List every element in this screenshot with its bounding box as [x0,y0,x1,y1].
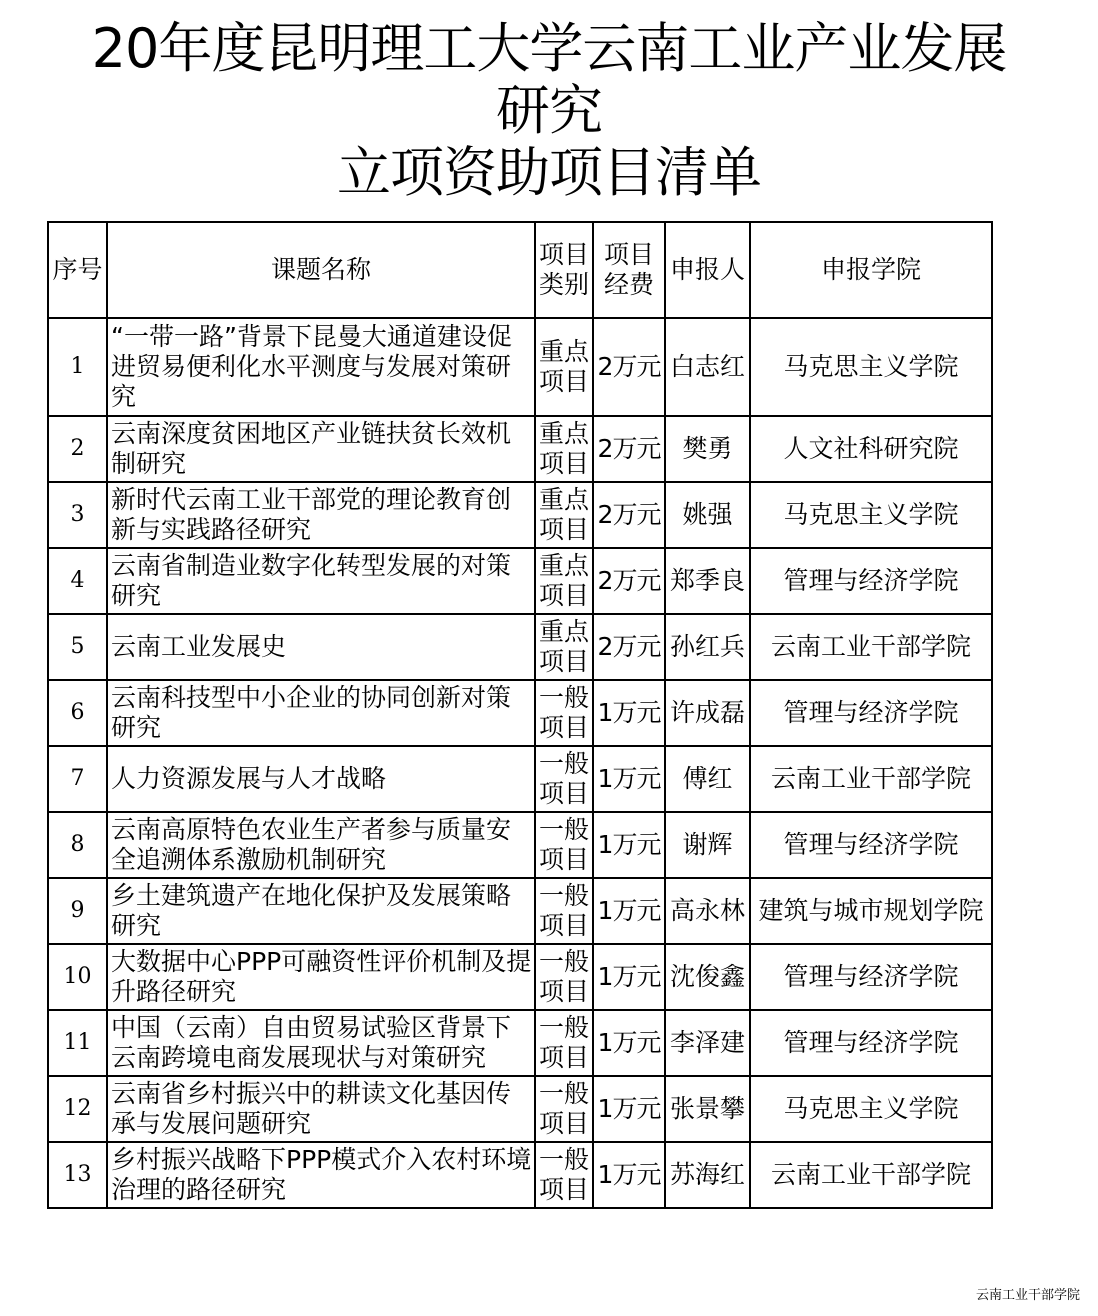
table-row [48,416,992,482]
college-cell: 管理与经济学院 [750,812,992,878]
applicant-cell: 许成磊 [665,680,750,746]
applicant-cell: 沈俊鑫 [665,944,750,1010]
row-number: 10 [48,944,107,1010]
college-cell: 管理与经济学院 [750,1010,992,1076]
funding-cell: 1万元 [593,746,665,812]
category-cell: 重点项目 [535,416,593,482]
category-cell: 一般项目 [535,878,593,944]
funding-cell: 1万元 [593,878,665,944]
row-number: 1 [48,318,107,416]
applicant-cell: 傅红 [665,746,750,812]
college-cell: 马克思主义学院 [750,482,992,548]
topic-cell: 云南工业发展史 [107,614,535,680]
college-cell: 建筑与城市规划学院 [750,878,992,944]
table-row [48,1142,992,1208]
row-number: 11 [48,1010,107,1076]
category-cell: 一般项目 [535,944,593,1010]
table-row [48,614,992,680]
college-cell: 云南工业干部学院 [750,746,992,812]
category-cell: 重点项目 [535,482,593,548]
column-header-category: 项目类别 [535,222,593,318]
applicant-cell: 郑季良 [665,548,750,614]
document-title [0,18,1098,204]
title-line-1: 20年度昆明理工大学云南工业产业发展 [91,17,1007,80]
funding-cell: 2万元 [593,614,665,680]
applicant-cell: 姚强 [665,482,750,548]
row-number: 3 [48,482,107,548]
topic-cell: 中国（云南）自由贸易试验区背景下云南跨境电商发展现状与对策研究 [107,1010,535,1076]
topic-cell: 人力资源发展与人才战略 [107,746,535,812]
funding-cell: 1万元 [593,680,665,746]
row-number: 8 [48,812,107,878]
funding-cell: 2万元 [593,318,665,416]
row-number: 7 [48,746,107,812]
category-cell: 一般项目 [535,1076,593,1142]
applicant-cell: 李泽建 [665,1010,750,1076]
topic-cell: 云南高原特色农业生产者参与质量安全追溯体系激励机制研究 [107,812,535,878]
category-cell: 重点项目 [535,548,593,614]
topic-cell: 新时代云南工业干部党的理论教育创新与实践路径研究 [107,482,535,548]
category-cell: 一般项目 [535,746,593,812]
column-header-index: 序号 [48,222,107,318]
row-number: 4 [48,548,107,614]
funding-cell: 1万元 [593,1076,665,1142]
funding-cell: 2万元 [593,482,665,548]
table-row [48,878,992,944]
table-row [48,482,992,548]
funding-cell: 1万元 [593,944,665,1010]
funding-cell: 1万元 [593,1142,665,1208]
college-cell: 马克思主义学院 [750,1076,992,1142]
topic-cell: 云南科技型中小企业的协同创新对策研究 [107,680,535,746]
applicant-cell: 樊勇 [665,416,750,482]
applicant-cell: 谢辉 [665,812,750,878]
table-row [48,548,992,614]
table-header-row [48,222,992,318]
topic-cell: “一带一路”背景下昆曼大通道建设促进贸易便利化水平测度与发展对策研究 [107,318,535,416]
college-cell: 管理与经济学院 [750,548,992,614]
college-cell: 管理与经济学院 [750,944,992,1010]
column-header-funding: 项目经费 [593,222,665,318]
column-header-applicant: 申报人 [665,222,750,318]
row-number: 2 [48,416,107,482]
funding-cell: 2万元 [593,548,665,614]
applicant-cell: 张景攀 [665,1076,750,1142]
college-cell: 人文社科研究院 [750,416,992,482]
category-cell: 一般项目 [535,1142,593,1208]
funding-cell: 1万元 [593,812,665,878]
row-number: 9 [48,878,107,944]
title-line-3: 立项资助项目清单 [337,141,761,204]
table-row [48,746,992,812]
table-row [48,318,992,416]
topic-cell: 大数据中心PPP可融资性评价机制及提升路径研究 [107,944,535,1010]
title-line-2: 研究 [496,79,602,142]
table-row [48,812,992,878]
funding-cell: 1万元 [593,1010,665,1076]
table-row [48,944,992,1010]
row-number: 5 [48,614,107,680]
college-cell: 管理与经济学院 [750,680,992,746]
topic-cell: 云南深度贫困地区产业链扶贫长效机制研究 [107,416,535,482]
applicant-cell: 孙红兵 [665,614,750,680]
college-cell: 云南工业干部学院 [750,614,992,680]
row-number: 6 [48,680,107,746]
college-cell: 马克思主义学院 [750,318,992,416]
applicant-cell: 白志红 [665,318,750,416]
category-cell: 一般项目 [535,680,593,746]
category-cell: 重点项目 [535,614,593,680]
footer-watermark: 云南工业干部学院 [975,1288,1080,1303]
column-header-college: 申报学院 [750,222,992,318]
topic-cell: 乡村振兴战略下PPP模式介入农村环境治理的路径研究 [107,1142,535,1208]
table-row [48,1076,992,1142]
topic-cell: 云南省乡村振兴中的耕读文化基因传承与发展问题研究 [107,1076,535,1142]
row-number: 13 [48,1142,107,1208]
project-table [47,221,993,1209]
table-row [48,680,992,746]
category-cell: 重点项目 [535,318,593,416]
topic-cell: 乡土建筑遗产在地化保护及发展策略研究 [107,878,535,944]
category-cell: 一般项目 [535,812,593,878]
row-number: 12 [48,1076,107,1142]
college-cell: 云南工业干部学院 [750,1142,992,1208]
topic-cell: 云南省制造业数字化转型发展的对策研究 [107,548,535,614]
category-cell: 一般项目 [535,1010,593,1076]
applicant-cell: 高永林 [665,878,750,944]
column-header-topic: 课题名称 [107,222,535,318]
funding-cell: 2万元 [593,416,665,482]
applicant-cell: 苏海红 [665,1142,750,1208]
table-row [48,1010,992,1076]
